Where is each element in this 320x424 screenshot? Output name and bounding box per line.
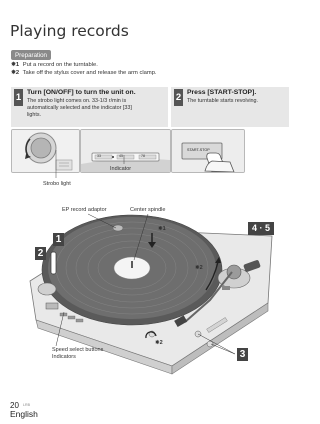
step-badge-2: 2 bbox=[35, 247, 46, 260]
step-number: 2 bbox=[174, 89, 183, 106]
step-badge-3: 3 bbox=[237, 348, 248, 361]
indicators-label: Indicators bbox=[52, 354, 76, 360]
note-2-marker-arm: ✵2 bbox=[195, 265, 203, 271]
page-number: 20 bbox=[10, 401, 19, 410]
preparation-badge: Preparation bbox=[11, 50, 51, 60]
indicator-label: Indicator bbox=[110, 166, 132, 172]
note-1-marker: ✵1 bbox=[158, 226, 166, 232]
note-2-marker-cover: ✵2 bbox=[155, 340, 163, 346]
step-badge-1: 1 bbox=[53, 233, 64, 246]
note-text: Put a record on the turntable. bbox=[22, 62, 98, 68]
start-stop-button-label: START-STOP bbox=[187, 148, 210, 152]
step-description-line: automatically selected and the indicator [33] bbox=[27, 105, 132, 112]
speed-33-label: 33 bbox=[97, 153, 101, 158]
language-label: English bbox=[10, 409, 38, 419]
ep-record-adaptor-label: EP record adaptor bbox=[62, 207, 107, 213]
step-badge-4-5: 4 · 5 bbox=[248, 222, 274, 235]
strobo-light-label: Strobo light bbox=[43, 181, 71, 187]
speed-78-label: 78 bbox=[141, 153, 145, 158]
center-spindle-label: Center spindle bbox=[130, 207, 166, 213]
step-title: Press [START-STOP]. bbox=[187, 89, 257, 96]
step-description-line: lights. bbox=[27, 112, 42, 119]
speed-select-buttons-label: Speed select buttons bbox=[52, 347, 104, 353]
document-code: LRB bbox=[23, 403, 30, 407]
page-title: Playing records bbox=[10, 22, 129, 40]
note-marker: ✵1 bbox=[11, 62, 20, 68]
speed-45-label: 45 bbox=[119, 153, 123, 158]
step-description-line: The turntable starts revolving. bbox=[187, 98, 259, 104]
step-number: 1 bbox=[14, 89, 23, 106]
note-text: Take off the stylus cover and release the arm clamp. bbox=[22, 70, 157, 76]
step-title: Turn [ON/OFF] to turn the unit on. bbox=[27, 89, 136, 96]
step-description-line: The strobo light comes on. 33-1/3 r/min is bbox=[27, 98, 127, 104]
note-marker: ✵2 bbox=[11, 70, 20, 76]
